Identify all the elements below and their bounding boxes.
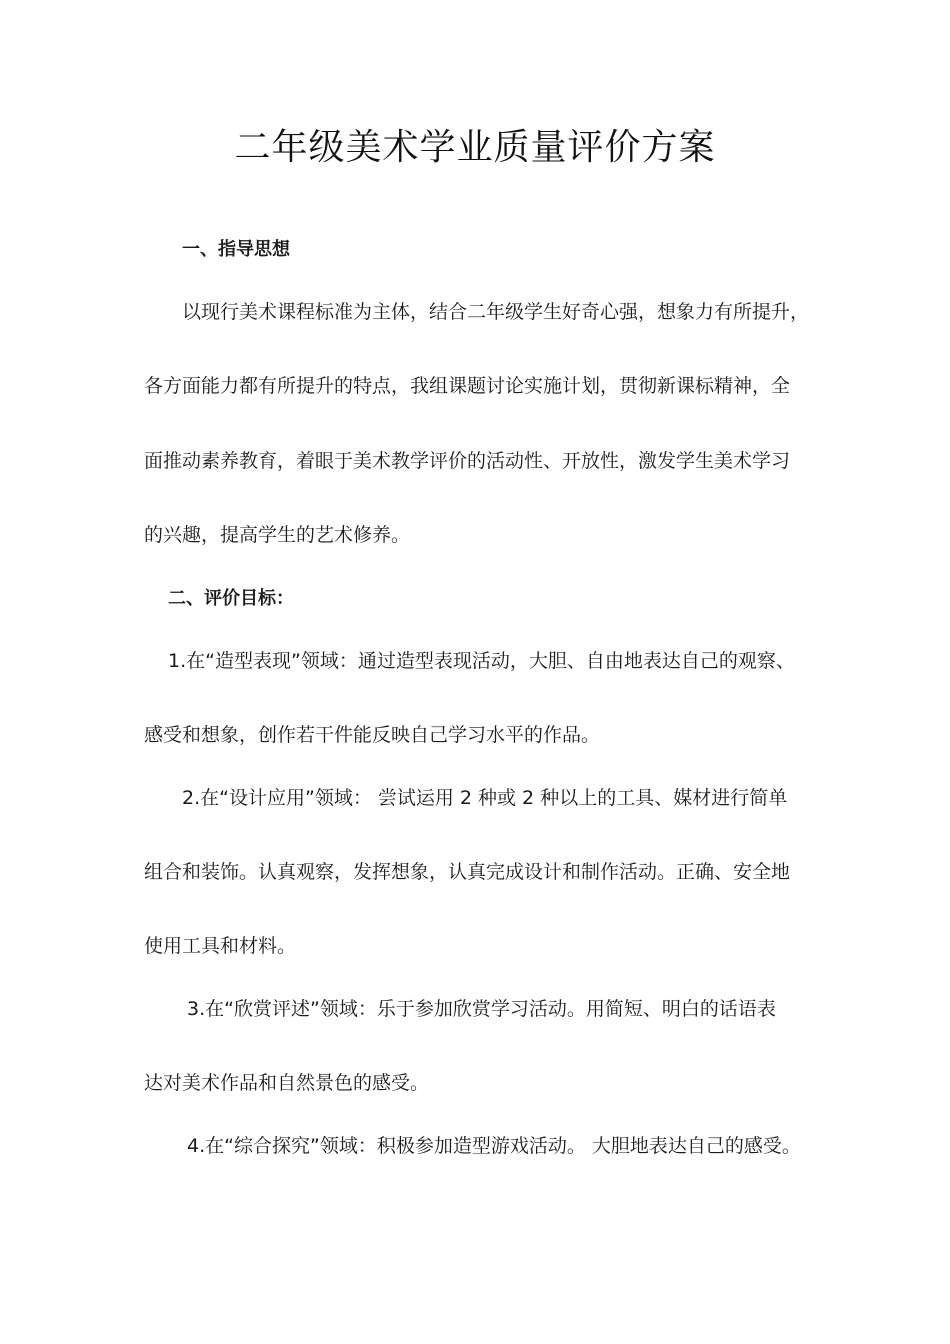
goal-item-2-line: 组合和装饰。认真观察，发挥想象，认真完成设计和制作活动。正确、安全地 [144,861,791,883]
goal-item-2-line: 使用工具和材料。 [144,935,297,957]
goal-item-3-line: 达对美术作品和自然景色的感受。 [144,1072,430,1094]
goal-item-3-line: 3.在“欣赏评述”领域：乐于参加欣赏学习活动。用简短、明白的话语表 [187,998,776,1020]
document-title: 二年级美术学业质量评价方案 [234,127,716,168]
paragraph-line: 的兴趣，提高学生的艺术修养。 [144,524,411,546]
goal-item-1-line: 1.在“造型表现”领域：通过造型表现活动，大胆、自由地表达自己的观察、 [168,650,795,672]
paragraph-line: 以现行美术课程标准为主体，结合二年级学生好奇心强，想象力有所提升， [182,301,810,323]
paragraph-line: 面推动素养教育，着眼于美术教学评价的活动性、开放性，激发学生美术学习 [144,450,791,472]
section-heading-evaluation-goals: 二、评价目标： [168,588,294,609]
section-heading-guiding-ideology: 一、指导思想 [182,239,290,260]
goal-item-1-line: 感受和想象，创作若干件能反映自己学习水平的作品。 [144,724,601,746]
goal-item-2-line: 2.在“设计应用”领域： 尝试运用 2 种或 2 种以上的工具、媒材进行简单 [182,787,788,809]
goal-item-4-line: 4.在“综合探究”领域：积极参加造型游戏活动。 大胆地表达自己的感受。 [187,1135,801,1157]
paragraph-line: 各方面能力都有所提升的特点，我组课题讨论实施计划，贯彻新课标精神，全 [144,375,791,397]
